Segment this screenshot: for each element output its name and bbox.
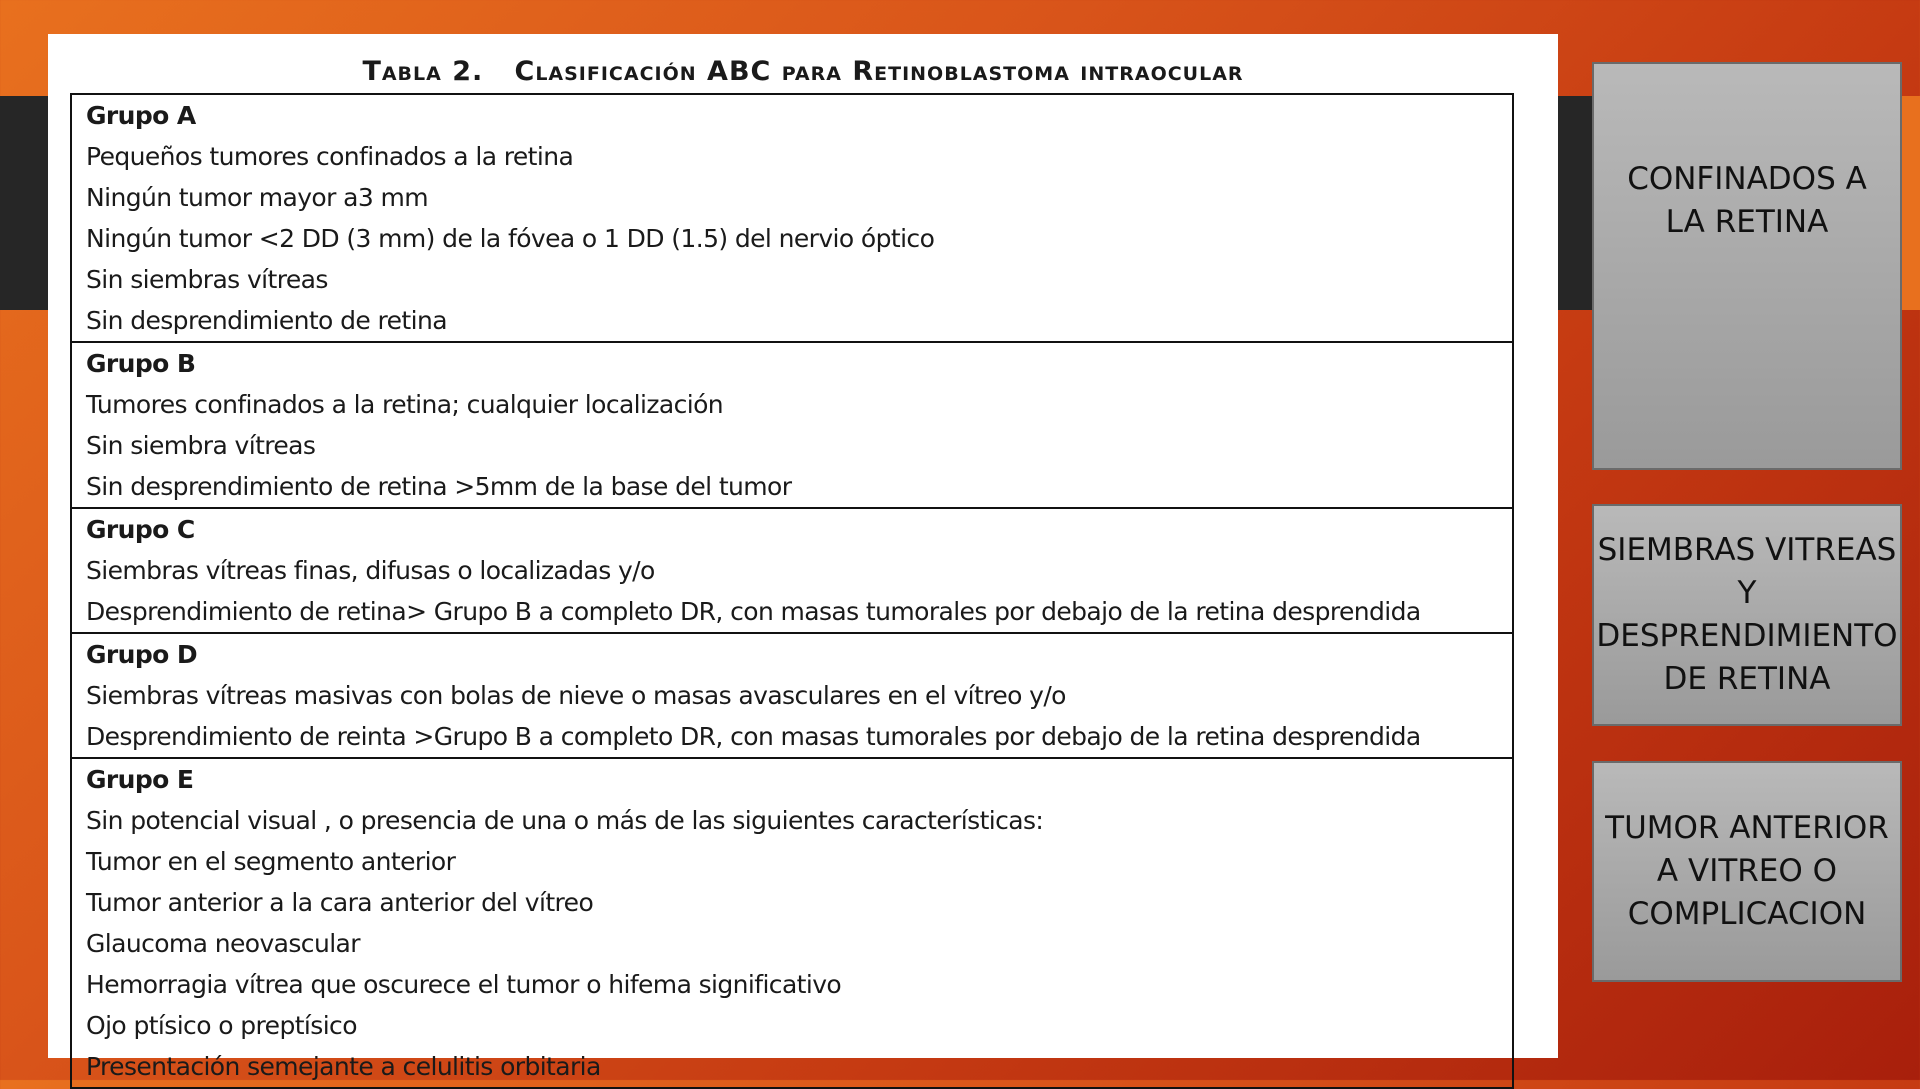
side-box-line: COMPLICACION xyxy=(1627,896,1867,932)
group-line: Pequeños tumores confinados a la retina xyxy=(86,142,574,171)
group-heading: Grupo D xyxy=(86,640,197,669)
group-e xyxy=(72,759,1512,1087)
group-line: Ningún tumor mayor a3 mm xyxy=(86,183,428,212)
group-line: Ojo ptísico o preptísico xyxy=(86,1011,357,1040)
group-line: Desprendimiento de retina> Grupo B a completo DR, con masas tumorales por debajo de la retina desprendida xyxy=(86,597,1421,626)
side-box-confined-retina xyxy=(1592,62,1902,470)
table-title-text: Clasificación ABC para Retinoblastoma intraocular xyxy=(514,56,1244,87)
group-heading: Grupo A xyxy=(86,101,196,130)
table-title xyxy=(48,56,1558,87)
group-b xyxy=(72,343,1512,509)
side-box-vitreous-seeds xyxy=(1592,504,1902,726)
group-line: Presentación semejante a celulitis orbitaria xyxy=(86,1052,601,1081)
group-d xyxy=(72,634,1512,759)
side-box-line: TUMOR ANTERIOR xyxy=(1605,810,1889,846)
group-line: Ningún tumor <2 DD (3 mm) de la fóvea o 1 DD (1.5) del nervio óptico xyxy=(86,224,935,253)
side-box-line: CONFINADOS A xyxy=(1627,161,1867,197)
group-line: Siembras vítreas finas, difusas o localizadas y/o xyxy=(86,556,655,585)
group-line: Tumores confinados a la retina; cualquier localización xyxy=(86,390,724,419)
group-c xyxy=(72,509,1512,634)
group-line: Desprendimiento de reinta >Grupo B a completo DR, con masas tumorales por debajo de la retina desprendida xyxy=(86,722,1421,751)
group-a xyxy=(72,95,1512,343)
side-box-line: DESPRENDIMIENTO xyxy=(1596,618,1898,654)
side-box-line: LA RETINA xyxy=(1665,204,1829,240)
group-line: Glaucoma neovascular xyxy=(86,929,360,958)
group-line: Hemorragia vítrea que oscurece el tumor o hifema significativo xyxy=(86,970,842,999)
side-box-line: DE RETINA xyxy=(1663,661,1831,697)
group-line: Sin desprendimiento de retina >5mm de la base del tumor xyxy=(86,472,792,501)
group-heading: Grupo C xyxy=(86,515,195,544)
side-box-line: Y xyxy=(1737,575,1757,611)
abc-classification-table xyxy=(70,93,1514,1089)
group-line: Sin potencial visual , o presencia de una o más de las siguientes características: xyxy=(86,806,1044,835)
table-title-prefix: Tabla 2. xyxy=(362,56,484,87)
group-line: Tumor anterior a la cara anterior del vítreo xyxy=(86,888,594,917)
group-line: Sin siembras vítreas xyxy=(86,265,328,294)
group-line: Tumor en el segmento anterior xyxy=(86,847,456,876)
group-heading: Grupo E xyxy=(86,765,194,794)
group-heading: Grupo B xyxy=(86,349,196,378)
group-line: Sin siembra vítreas xyxy=(86,431,316,460)
group-line: Sin desprendimiento de retina xyxy=(86,306,447,335)
side-box-line: A VITREO O xyxy=(1656,853,1838,889)
accent-strip xyxy=(1900,96,1920,310)
table-image-panel xyxy=(48,34,1558,1081)
side-box-anterior-tumor xyxy=(1592,761,1902,982)
side-box-line: SIEMBRAS VITREAS xyxy=(1597,532,1897,568)
group-line: Siembras vítreas masivas con bolas de nieve o masas avasculares en el vítreo y/o xyxy=(86,681,1066,710)
